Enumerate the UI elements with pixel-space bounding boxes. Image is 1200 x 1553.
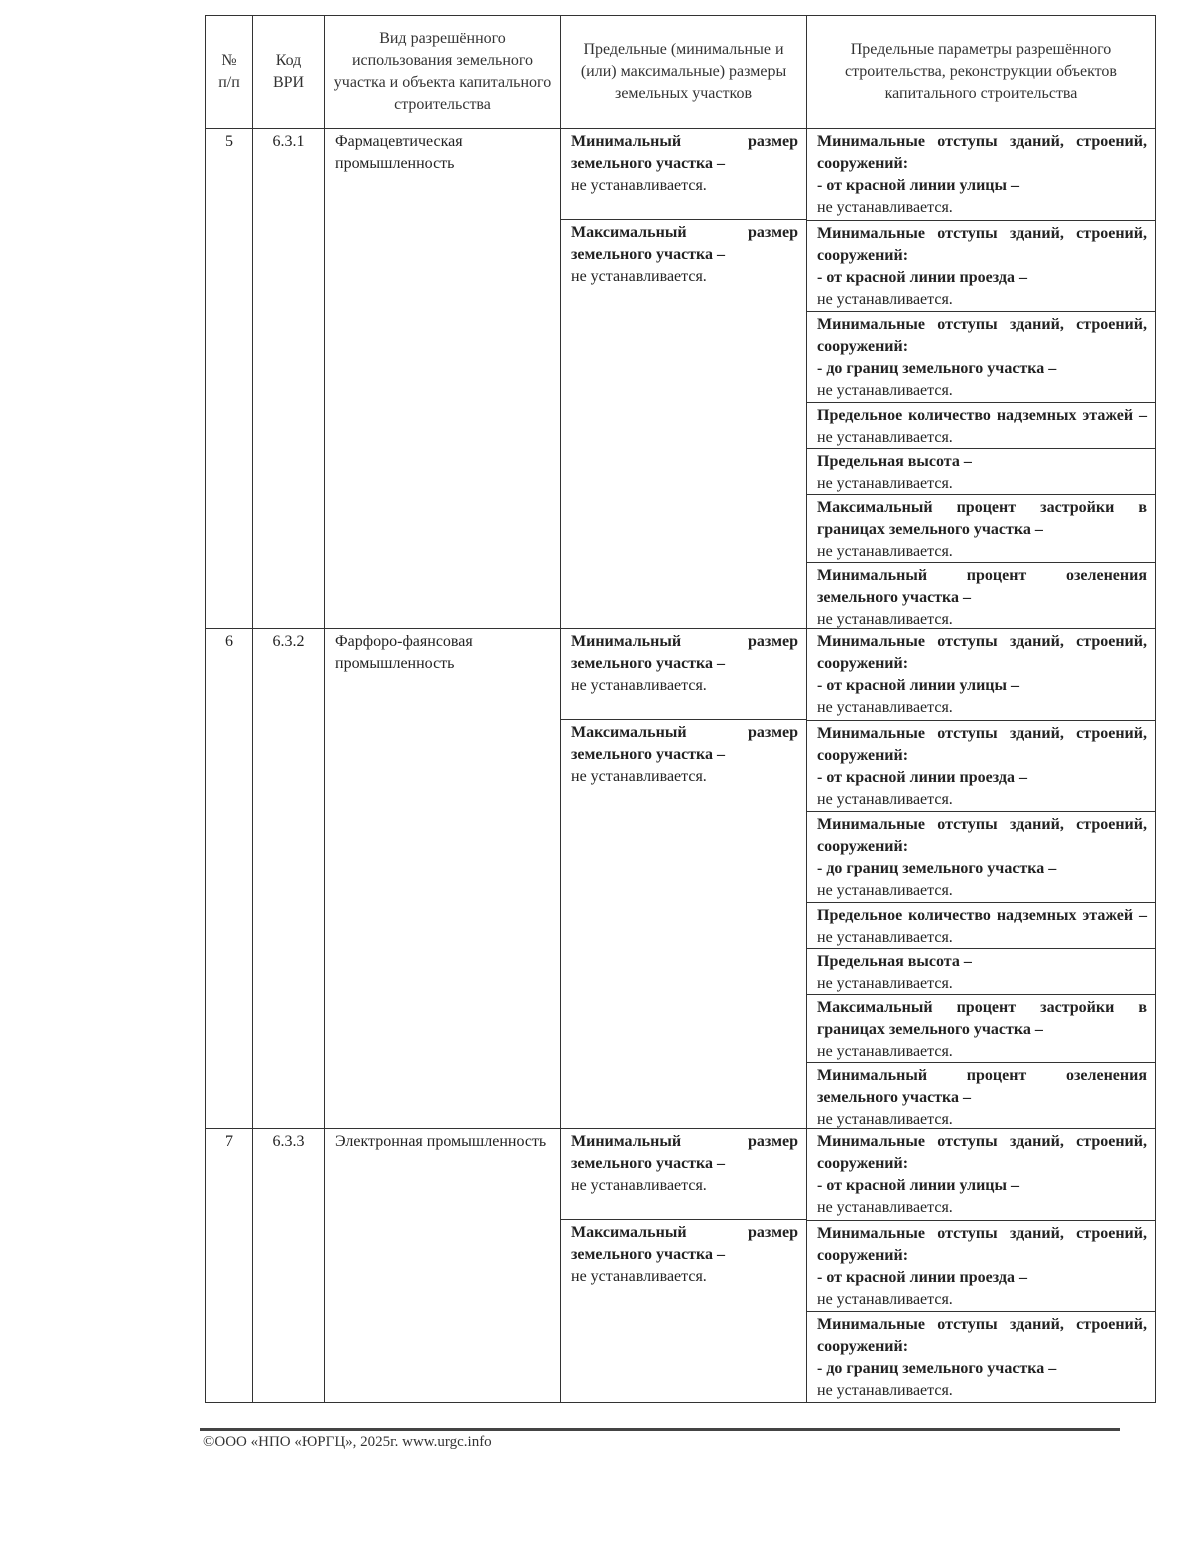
max-size-label: Максимальный размер земельного участка – <box>571 724 798 763</box>
floors-block <box>807 902 1155 948</box>
setback-street-block <box>807 129 1155 220</box>
size-cell <box>561 629 807 1129</box>
params-cell <box>807 129 1156 629</box>
row-code: 6.3.3 <box>253 1129 325 1403</box>
table-row <box>206 1129 1156 1403</box>
setback-street-label: - от красной линии улицы – <box>817 177 1019 194</box>
min-size-label: Минимальный размер земельного участка – <box>571 1133 798 1172</box>
setback-street-label: - от красной линии улицы – <box>817 677 1019 694</box>
floors-label: Предельное количество надземных этажей – <box>817 407 1147 424</box>
min-size-label: Минимальный размер земельного участка – <box>571 133 798 172</box>
max-size-label: Максимальный размер земельного участка – <box>571 224 798 263</box>
setback-driveway-label: - от красной линии проезда – <box>817 769 1027 786</box>
floors-label: Предельное количество надземных этажей – <box>817 907 1147 924</box>
header-sizes: Предельные (минимальные и (или) максимальные) размеры земельных участков <box>561 16 807 129</box>
setback-boundary-block <box>807 311 1155 402</box>
row-code: 6.3.1 <box>253 129 325 629</box>
setback-street-block <box>807 1129 1155 1220</box>
param-value: не устанавливается. <box>817 1382 953 1399</box>
greening-block <box>807 562 1155 628</box>
setback-driveway-block <box>807 220 1155 311</box>
row-use-name: Фарфоро-фаянсовая промышленность <box>325 629 561 1129</box>
setback-label: Минимальные отступы зданий, строений, сооружений: <box>817 316 1147 355</box>
table-row <box>206 129 1156 629</box>
setback-label: Минимальные отступы зданий, строений, сооружений: <box>817 1316 1147 1355</box>
min-size-block <box>561 1129 806 1219</box>
setback-driveway-label: - от красной линии проезда – <box>817 269 1027 286</box>
setback-street-label: - от красной линии улицы – <box>817 1177 1019 1194</box>
param-value: не устанавливается. <box>817 882 953 899</box>
setback-label: Минимальные отступы зданий, строений, сооружений: <box>817 225 1147 264</box>
setback-label: Минимальные отступы зданий, строений, сооружений: <box>817 1133 1147 1172</box>
param-value: не устанавливается. <box>817 929 953 946</box>
setback-driveway-block <box>807 1220 1155 1311</box>
coverage-block <box>807 494 1155 562</box>
param-value: не устанавливается. <box>817 1111 953 1128</box>
setback-driveway-block <box>807 720 1155 811</box>
row-use-name: Электронная промышленность <box>325 1129 561 1403</box>
max-size-label: Максимальный размер земельного участка – <box>571 1224 798 1263</box>
max-size-value: не устанавливается. <box>571 1268 707 1285</box>
max-size-block <box>561 219 806 309</box>
table-row <box>206 629 1156 1129</box>
setback-label: Минимальные отступы зданий, строений, сооружений: <box>817 816 1147 855</box>
table-header-row <box>206 16 1156 129</box>
min-size-label: Минимальный размер земельного участка – <box>571 633 798 672</box>
setback-label: Минимальные отступы зданий, строений, сооружений: <box>817 633 1147 672</box>
header-num: № п/п <box>206 16 253 129</box>
param-value: не устанавливается. <box>817 1043 953 1060</box>
param-value: не устанавливается. <box>817 611 953 628</box>
param-value: не устанавливается. <box>817 1291 953 1308</box>
max-size-value: не устанавливается. <box>571 768 707 785</box>
max-size-block <box>561 1219 806 1309</box>
setback-boundary-block <box>807 1311 1155 1402</box>
height-label: Предельная высота – <box>817 453 972 470</box>
param-value: не устанавливается. <box>817 382 953 399</box>
param-value: не устанавливается. <box>817 429 953 446</box>
header-params: Предельные параметры разрешённого строительства, реконструкции объектов капитального строительства <box>807 16 1156 129</box>
greening-label: Минимальный процент озеленения земельного участка – <box>817 1067 1147 1106</box>
header-use: Вид разрешённого использования земельного участка и объекта капитального строительства <box>325 16 561 129</box>
size-cell <box>561 129 807 629</box>
greening-block <box>807 1062 1155 1128</box>
coverage-block <box>807 994 1155 1062</box>
param-value: не устанавливается. <box>817 475 953 492</box>
coverage-label: Максимальный процент застройки в границах земельного участка – <box>817 499 1147 538</box>
param-value: не устанавливается. <box>817 1199 953 1216</box>
height-label: Предельная высота – <box>817 953 972 970</box>
min-size-value: не устанавливается. <box>571 1177 707 1194</box>
row-number: 5 <box>206 129 253 629</box>
min-size-value: не устанавливается. <box>571 677 707 694</box>
coverage-label: Максимальный процент застройки в границах земельного участка – <box>817 999 1147 1038</box>
param-value: не устанавливается. <box>817 699 953 716</box>
setback-label: Минимальные отступы зданий, строений, сооружений: <box>817 1225 1147 1264</box>
setback-boundary-block <box>807 811 1155 902</box>
greening-label: Минимальный процент озеленения земельного участка – <box>817 567 1147 606</box>
setback-driveway-label: - от красной линии проезда – <box>817 1269 1027 1286</box>
size-cell <box>561 1129 807 1403</box>
setback-boundary-label: - до границ земельного участка – <box>817 1360 1057 1377</box>
param-value: не устанавливается. <box>817 199 953 216</box>
params-cell <box>807 629 1156 1129</box>
param-value: не устанавливается. <box>817 543 953 560</box>
min-size-block <box>561 129 806 219</box>
row-use-name: Фармацевтическая промышленность <box>325 129 561 629</box>
max-size-block <box>561 719 806 809</box>
row-code: 6.3.2 <box>253 629 325 1129</box>
param-value: не устанавливается. <box>817 791 953 808</box>
header-code: Код ВРИ <box>253 16 325 129</box>
min-size-block <box>561 629 806 719</box>
height-block <box>807 948 1155 994</box>
height-block <box>807 448 1155 494</box>
setback-label: Минимальные отступы зданий, строений, сооружений: <box>817 725 1147 764</box>
setback-street-block <box>807 629 1155 720</box>
params-cell <box>807 1129 1156 1403</box>
footer-copyright: ©ООО «НПО «ЮРГЦ», 2025г. www.urgc.info <box>203 1434 492 1450</box>
row-number: 7 <box>206 1129 253 1403</box>
max-size-value: не устанавливается. <box>571 268 707 285</box>
param-value: не устанавливается. <box>817 291 953 308</box>
setback-boundary-label: - до границ земельного участка – <box>817 360 1057 377</box>
setback-label: Минимальные отступы зданий, строений, сооружений: <box>817 133 1147 172</box>
param-value: не устанавливается. <box>817 975 953 992</box>
min-size-value: не устанавливается. <box>571 177 707 194</box>
row-number: 6 <box>206 629 253 1129</box>
setback-boundary-label: - до границ земельного участка – <box>817 860 1057 877</box>
footer-divider <box>200 1428 1120 1431</box>
regulations-table <box>205 15 1156 1403</box>
floors-block <box>807 402 1155 448</box>
